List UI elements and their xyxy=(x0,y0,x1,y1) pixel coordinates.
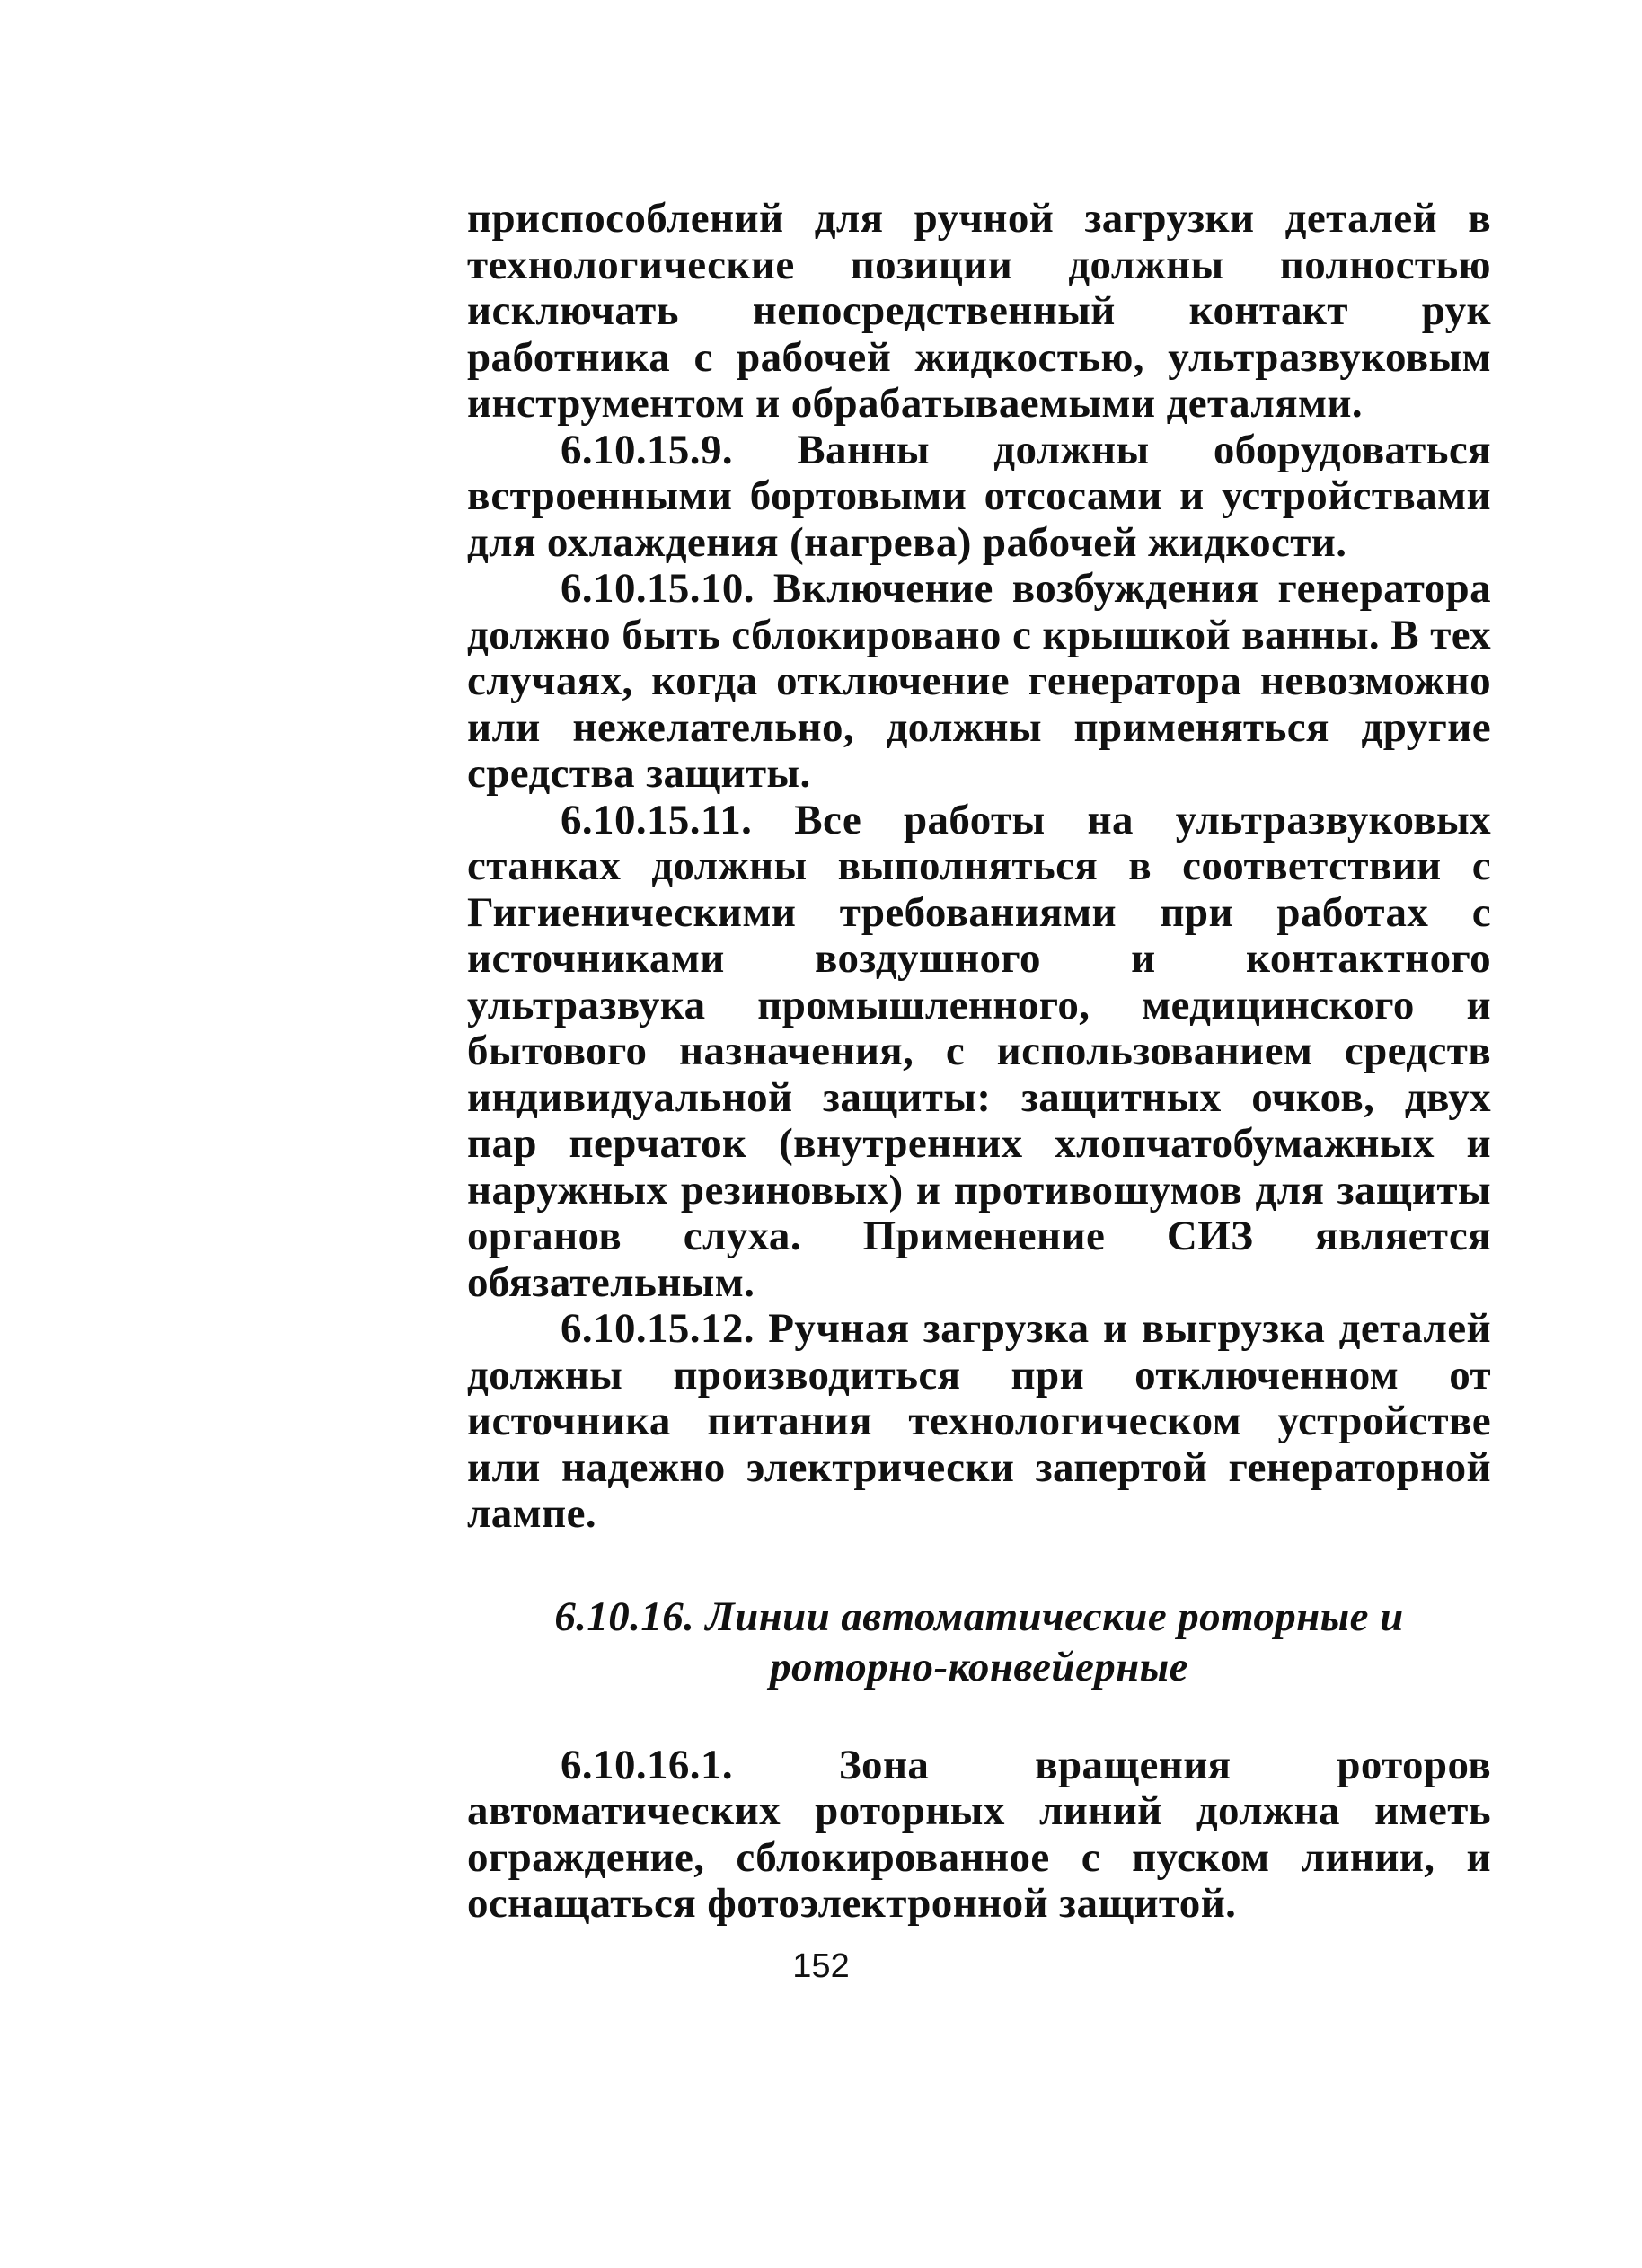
paragraph-6-10-15-10: 6.10.15.10. Включение возбуждения генератора должно быть сблокировано с крышкой ванны. В тех случаях, когда отключение генератора невозможно или нежелательно, должны применяться другие средства защиты. xyxy=(467,565,1491,797)
paragraph-continuation: приспособлений для ручной загрузки деталей в технологические позиции должны полностью исключать непосредственный контакт рук работника с рабочей жидкостью, ультразвуковым инструментом и обрабатываемыми деталями. xyxy=(467,195,1491,427)
paragraph-6-10-15-11: 6.10.15.11. Все работы на ультразвуковых станках должны выполняться в соответствии с Гигиеническими требованиями при работах с источниками воздушного и контактного ультразвука промышленного, медицинского и бытового назначения, с использованием средств индивидуальной защиты: защитных очков, двух пар перчаток (внутренних хлопчатобумажных и наружных резиновых) и противошумов для защиты органов слуха. Применение СИЗ является обязательным. xyxy=(467,796,1491,1306)
paragraph-6-10-15-9: 6.10.15.9. Ванны должны оборудоваться встроенными бортовыми отсосами и устройствами для охлаждения (нагрева) рабочей жидкости. xyxy=(467,426,1491,566)
section-heading xyxy=(467,1592,1491,1692)
page-number: 152 xyxy=(792,1947,850,1985)
section-heading-line-2: роторно-конвейерные xyxy=(770,1643,1188,1690)
paragraph-6-10-15-12: 6.10.15.12. Ручная загрузка и выгрузка деталей должны производиться при отключенном от источника питания технологическом устройстве или надежно электрически запертой генераторной лампе. xyxy=(467,1305,1491,1537)
paragraph-6-10-16-1: 6.10.16.1. Зона вращения роторов автоматических роторных линий должна иметь ограждение, сблокированное с пуском линии, и оснащаться фотоэлектронной защитой. xyxy=(467,1741,1491,1927)
section-heading-line-1: 6.10.16. Линии автоматические роторные и xyxy=(554,1593,1404,1640)
page-body xyxy=(467,196,1491,1928)
